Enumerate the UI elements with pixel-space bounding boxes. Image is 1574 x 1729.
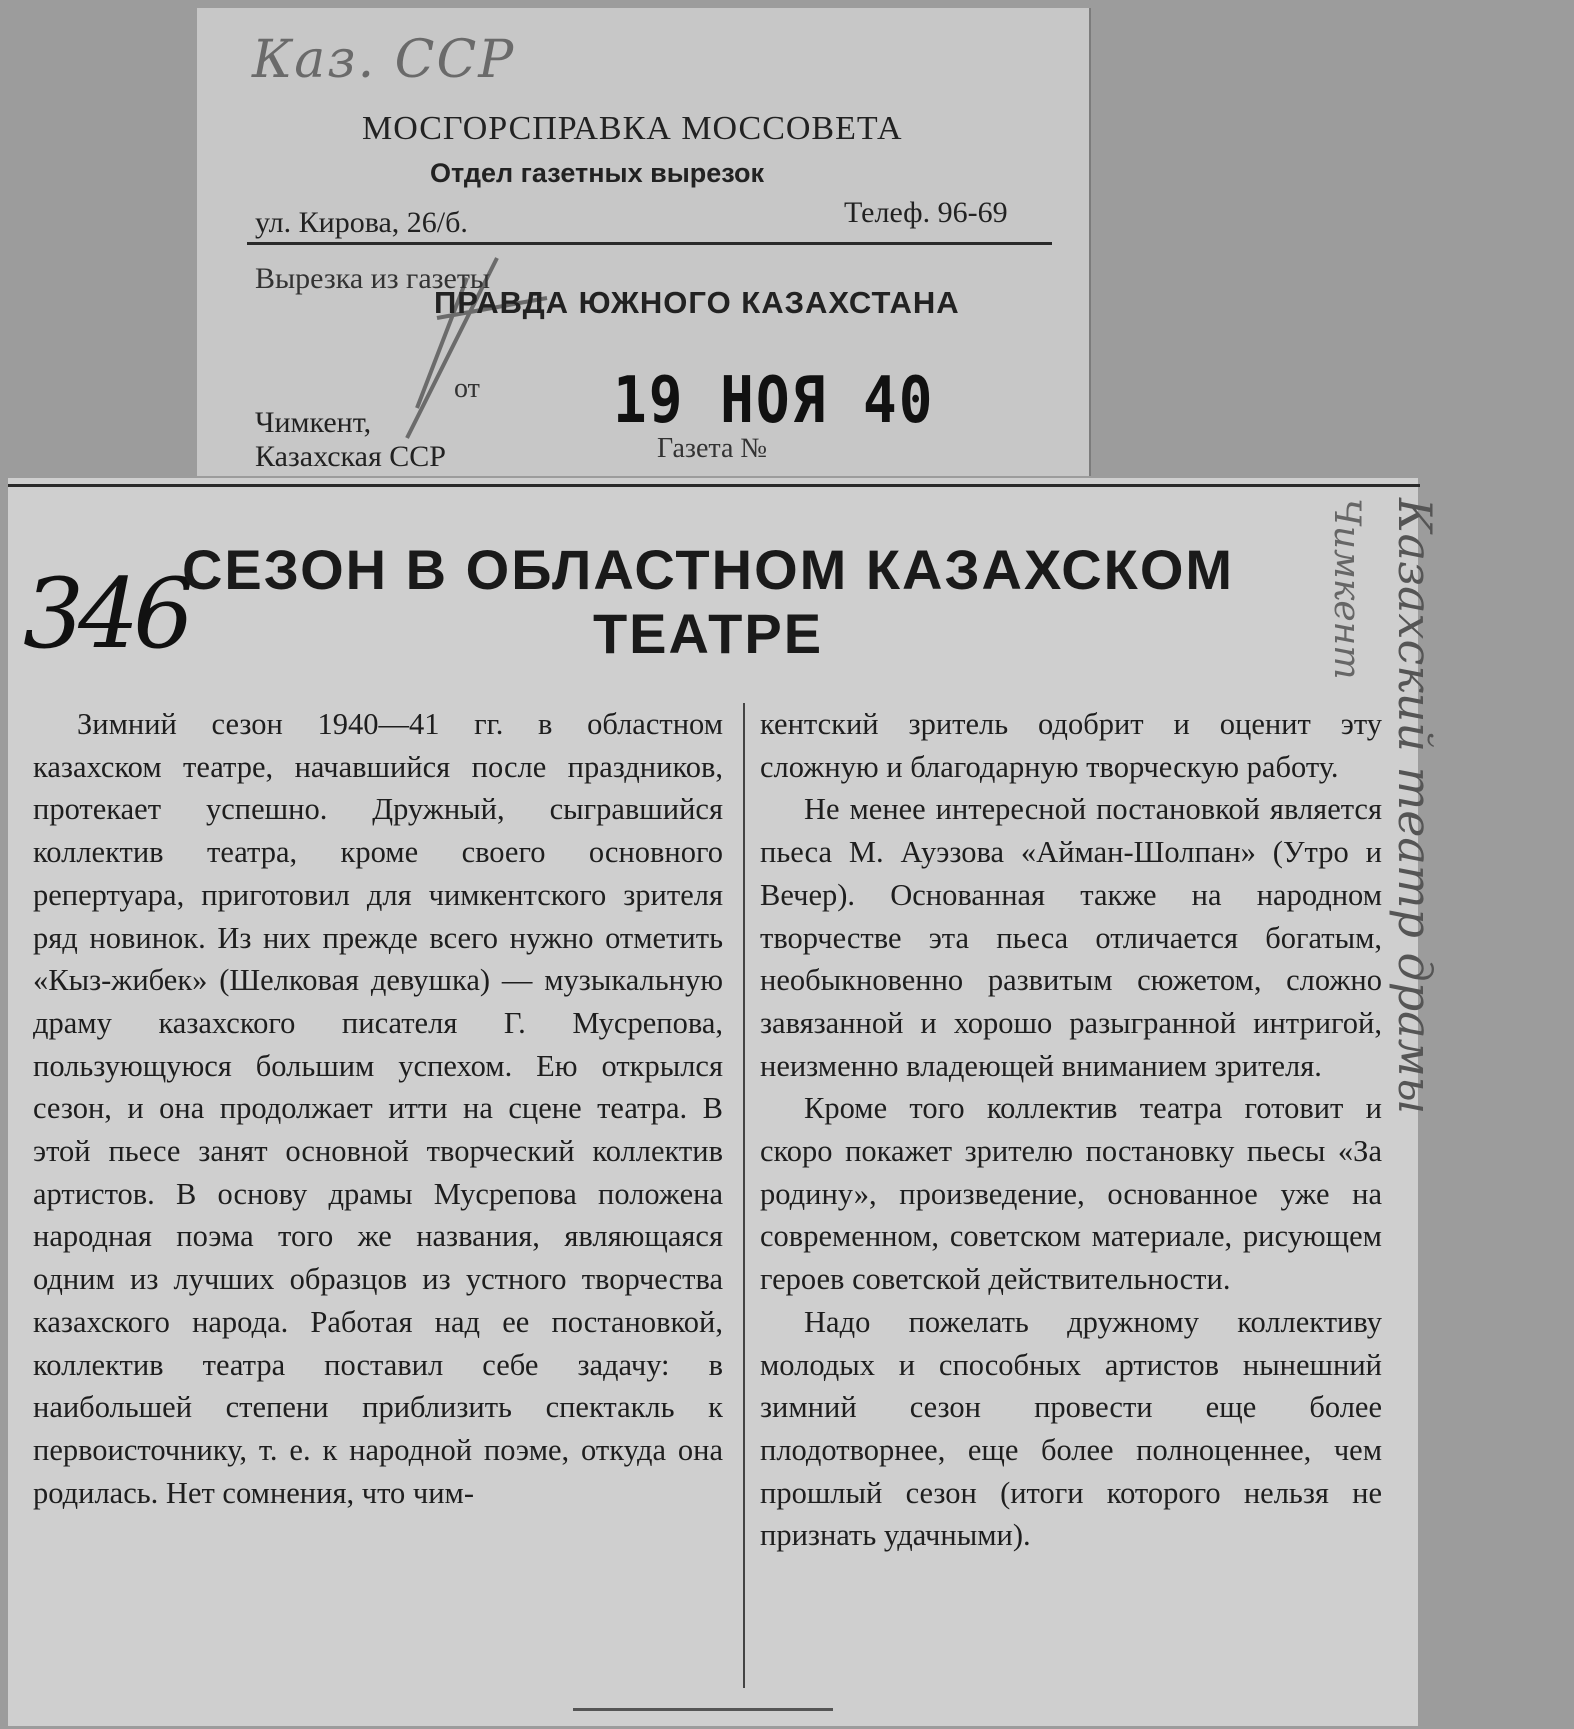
paragraph: Надо пожелать дружному коллективу молодых и способных артистов нынешний зимний сезон провести еще более плодотворнее, еще более полноценнее, чем прошлый сезон (итоги которого нельзя не признать удачными). [760,1304,1382,1553]
paragraph: Не менее интересной постановкой является пьеса М. Ауэзова «Айман-Шолпан» (Утро и Вечер). Основанная также на народном творчестве эта пьеса отличается богатым, необыкновенно развитым сюжетом, сложно завязанной и хорошо разыгранной интригой, неизменно владеющей вниманием зрителя. [760,792,1382,1083]
divider [573,1708,833,1711]
paragraph: Кроме того коллектив театра готовит и скоро покажет зрителю постановку пьесы «За родину», произведение, основанное уже на современном, советском материале, рисующем героев советской действительности. [760,1091,1382,1297]
clipping-from-label: Вырезка из газеты [255,262,491,295]
republic: Казахская ССР [255,440,446,473]
article-headline: СЕЗОН В ОБЛАСТНОМ КАЗАХСКОМ ТЕАТРЕ [181,538,1235,665]
date-prefix: от [454,373,480,404]
paragraph: кентский зритель одобрит и оценит эту сложную и благодарную творческую работу. [760,707,1382,784]
article-column-right [760,703,1382,1557]
agency-department: Отдел газетных вырезок [430,158,765,188]
article-clipping [8,478,1442,1726]
paragraph: Зимний сезон 1940—41 гг. в областном казахском театре, начавшийся после праздников, протекает успешно. Дружный, сыгравшийся коллектив театра, кроме своего основного репертуара, приготовил для чимкентского зрителя ряд новинок. Из них прежде всего нужно отметить «Кыз-жибек» (Шелковая девушка) — музыкальную драму казахского писателя Г. Мусрепова, пользующуюся большим успехом. Ею открылся сезон, и она продолжает итти на сцене театра. В этой пьесе занят основной творческий коллектив артистов. В основу драмы Мусрепова положена народная поэма того же названия, являющаяся одним из лучших образцов из устного творчества казахского народа. Работая над ее постановкой, коллектив театра поставил себе задачу: в наибольшей степени приблизить спектакль к первоисточнику, т. е. к народной поэме, откуда она родилась. Нет сомнения, что чим- [33,707,723,1510]
newspaper-name: ПРАВДА ЮЖНОГО КАЗАХСТАНА [434,285,960,320]
column-divider [743,703,745,1688]
agency-address: ул. Кирова, 26/б. [255,206,468,239]
issue-number-label: Газета № [657,433,768,464]
date-stamp: 19 НОЯ 40 [613,363,935,438]
agency-phone: Телеф. 96-69 [844,196,1008,229]
handwritten-region-note: Каз. ССР [252,30,516,90]
handwritten-archive-number: 346 [23,558,189,670]
divider [8,484,1420,487]
agency-title: МОСГОРСПРАВКА МОССОВЕТА [362,110,903,147]
clipping-label-card [197,8,1091,476]
article-column-left [33,703,723,1514]
city: Чимкент, [255,406,372,439]
handwritten-side-note-theatre: Казахский театр драмы [1388,498,1442,1115]
handwritten-side-note-city: Чимкент [1326,498,1367,680]
